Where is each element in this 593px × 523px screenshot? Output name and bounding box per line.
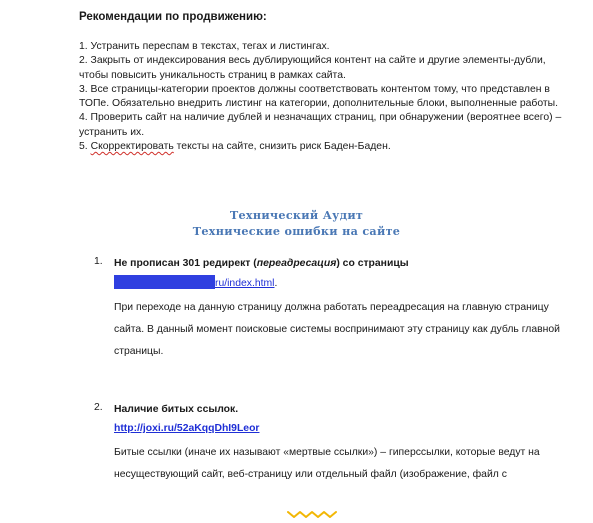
redacted-domain: [114, 275, 215, 289]
issue-title-part: Не прописан 301 редирект (: [114, 258, 257, 269]
issue-body: [114, 402, 564, 486]
redirect-page-link[interactable]: ru/index.html: [215, 278, 275, 289]
decorative-wave-icon: [287, 508, 339, 520]
section-heading-tech-audit: Технический Аудит: [229, 208, 364, 222]
spellcheck-word[interactable]: Скорректировать: [90, 141, 174, 153]
issue-title-part: ) со страницы: [336, 258, 409, 269]
broken-links-screenshot-link[interactable]: http://joxi.ru/52aKqqDhI9Leor: [114, 423, 260, 434]
item5-rest: тексты на сайте, снизить риск Баден-Баден.: [173, 141, 391, 153]
issue-link-row: [114, 421, 564, 437]
issue-number: 2.: [94, 402, 103, 413]
issue-description: Битые ссылки (иначе их называют «мертвые ссылки») – гиперссылки, которые ведут на несуществующий сайт, веб-страницу или отдельный файл (изображение, файл с: [114, 447, 540, 480]
issue-body: [114, 256, 564, 363]
issue-title-italic: переадресация: [256, 258, 337, 269]
list-item: [79, 140, 569, 154]
issue-title: [114, 256, 564, 272]
recommendations-list: [79, 40, 569, 154]
issue-title: Наличие битых ссылок.: [114, 404, 239, 415]
list-item: 2. Закрыть от индексирования весь дублирующийся контент на сайте и другие элементы-дубли, чтобы повысить уникальность страниц в рамках сайта.: [79, 55, 546, 81]
section-heading-tech-errors: Технические ошибки на сайте: [192, 224, 401, 238]
link-tail: .: [274, 278, 278, 289]
list-item: 4. Проверить сайт на наличие дублей и незначащих страниц, при обнаружении (вероятнее всего) – устранить их.: [79, 112, 562, 138]
issue-link-row: [114, 275, 564, 292]
list-item: 3. Все страницы-категории проектов должны соответствовать контентом тому, что представлен в ТОПе. Обязательно внедрить листинг на категории, дополнительные блоки, выполненные работы.: [79, 83, 559, 110]
issue-description: При переходе на данную страницу должна работать переадресация на главную страницу сайта. В данный момент поисковые системы воспринимают эту страницу как дубль главной страницы.: [114, 302, 560, 357]
item5-prefix: 5.: [79, 141, 91, 153]
list-item: 1. Устранить переспам в текстах, тегах и листингах.: [79, 41, 330, 52]
recommendations-title: Рекомендации по продвижению:: [79, 11, 267, 23]
issue-number: 1.: [94, 256, 103, 267]
